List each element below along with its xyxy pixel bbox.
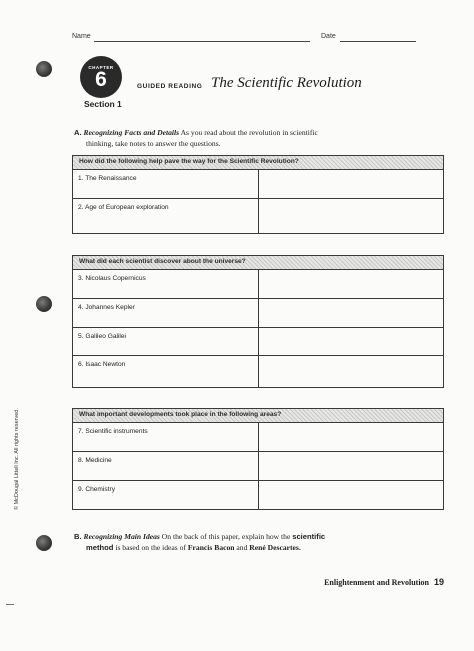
table-question: What did each scientist discover about the universe? — [73, 256, 444, 270]
row-label: 3. Nicolaus Copernicus — [73, 270, 259, 299]
part-b-text: is based on the ideas of — [115, 543, 186, 552]
part-b-text: On the back of this paper, explain how the — [161, 532, 291, 541]
date-label: Date — [321, 33, 336, 40]
row-label: 8. Medicine — [73, 452, 259, 481]
guided-reading-label: GUIDED READING — [137, 83, 203, 90]
answer-cell[interactable] — [258, 481, 444, 510]
answer-cell[interactable] — [258, 452, 444, 481]
page-number: 19 — [433, 577, 444, 587]
part-b-name-descartes: René Descartes. — [249, 543, 301, 552]
row-label: 6. Isaac Newton — [73, 356, 259, 388]
name-label: Name — [72, 33, 91, 40]
date-field[interactable] — [340, 41, 416, 42]
answer-cell[interactable] — [258, 270, 444, 299]
page-footer — [324, 577, 444, 587]
row-label: 9. Chemistry — [73, 481, 259, 510]
part-b-keyword: scientific — [292, 532, 326, 541]
part-b-text: and — [236, 543, 248, 552]
table-question: What important developments took place in the following areas? — [73, 409, 444, 423]
answer-cell[interactable] — [258, 423, 444, 452]
chapter-number: 6 — [95, 68, 107, 91]
answer-cell[interactable] — [258, 328, 444, 356]
section-label: Section 1 — [84, 99, 122, 109]
table-question: How did the following help pave the way for the Scientific Revolution? — [73, 156, 444, 170]
binder-hole-icon — [36, 296, 52, 312]
row-label: 1. The Renaissance — [73, 170, 259, 199]
part-b-heading: Recognizing Main Ideas — [83, 532, 160, 541]
answer-cell[interactable] — [258, 199, 444, 234]
table-developments — [72, 408, 444, 510]
binder-hole-icon — [36, 535, 52, 551]
copyright-notice: © McDougal Littell Inc. All rights reserved. — [14, 408, 20, 510]
row-label: 5. Galileo Galilei — [73, 328, 259, 356]
row-label: 7. Scientific instruments — [73, 423, 259, 452]
answer-cell[interactable] — [258, 299, 444, 328]
page-title: The Scientific Revolution — [211, 75, 362, 91]
chapter-badge — [80, 56, 122, 98]
part-a-instructions — [74, 127, 318, 149]
answer-cell[interactable] — [258, 170, 444, 199]
part-a-text: thinking, take notes to answer the questions. — [86, 139, 221, 148]
table-paving-the-way — [72, 155, 444, 234]
part-a-text: As you read about the revolution in scientific — [180, 128, 318, 137]
row-label: 2. Age of European exploration — [73, 199, 259, 234]
part-a-letter: A. — [74, 128, 82, 137]
row-label: 4. Johannes Kepler — [73, 299, 259, 328]
footer-unit: Enlightenment and Revolution — [324, 578, 429, 587]
part-a-heading: Recognizing Facts and Details — [83, 128, 180, 137]
part-b-instructions — [74, 531, 325, 553]
table-scientists — [72, 255, 444, 388]
binder-hole-icon — [36, 61, 52, 77]
part-b-name-bacon: Francis Bacon — [187, 543, 235, 552]
part-b-letter: B. — [74, 532, 82, 541]
margin-mark — [6, 604, 14, 605]
chapter-label: CHAPTER — [88, 65, 114, 70]
part-b-keyword: method — [86, 543, 114, 552]
name-field[interactable] — [94, 41, 310, 42]
answer-cell[interactable] — [258, 356, 444, 388]
